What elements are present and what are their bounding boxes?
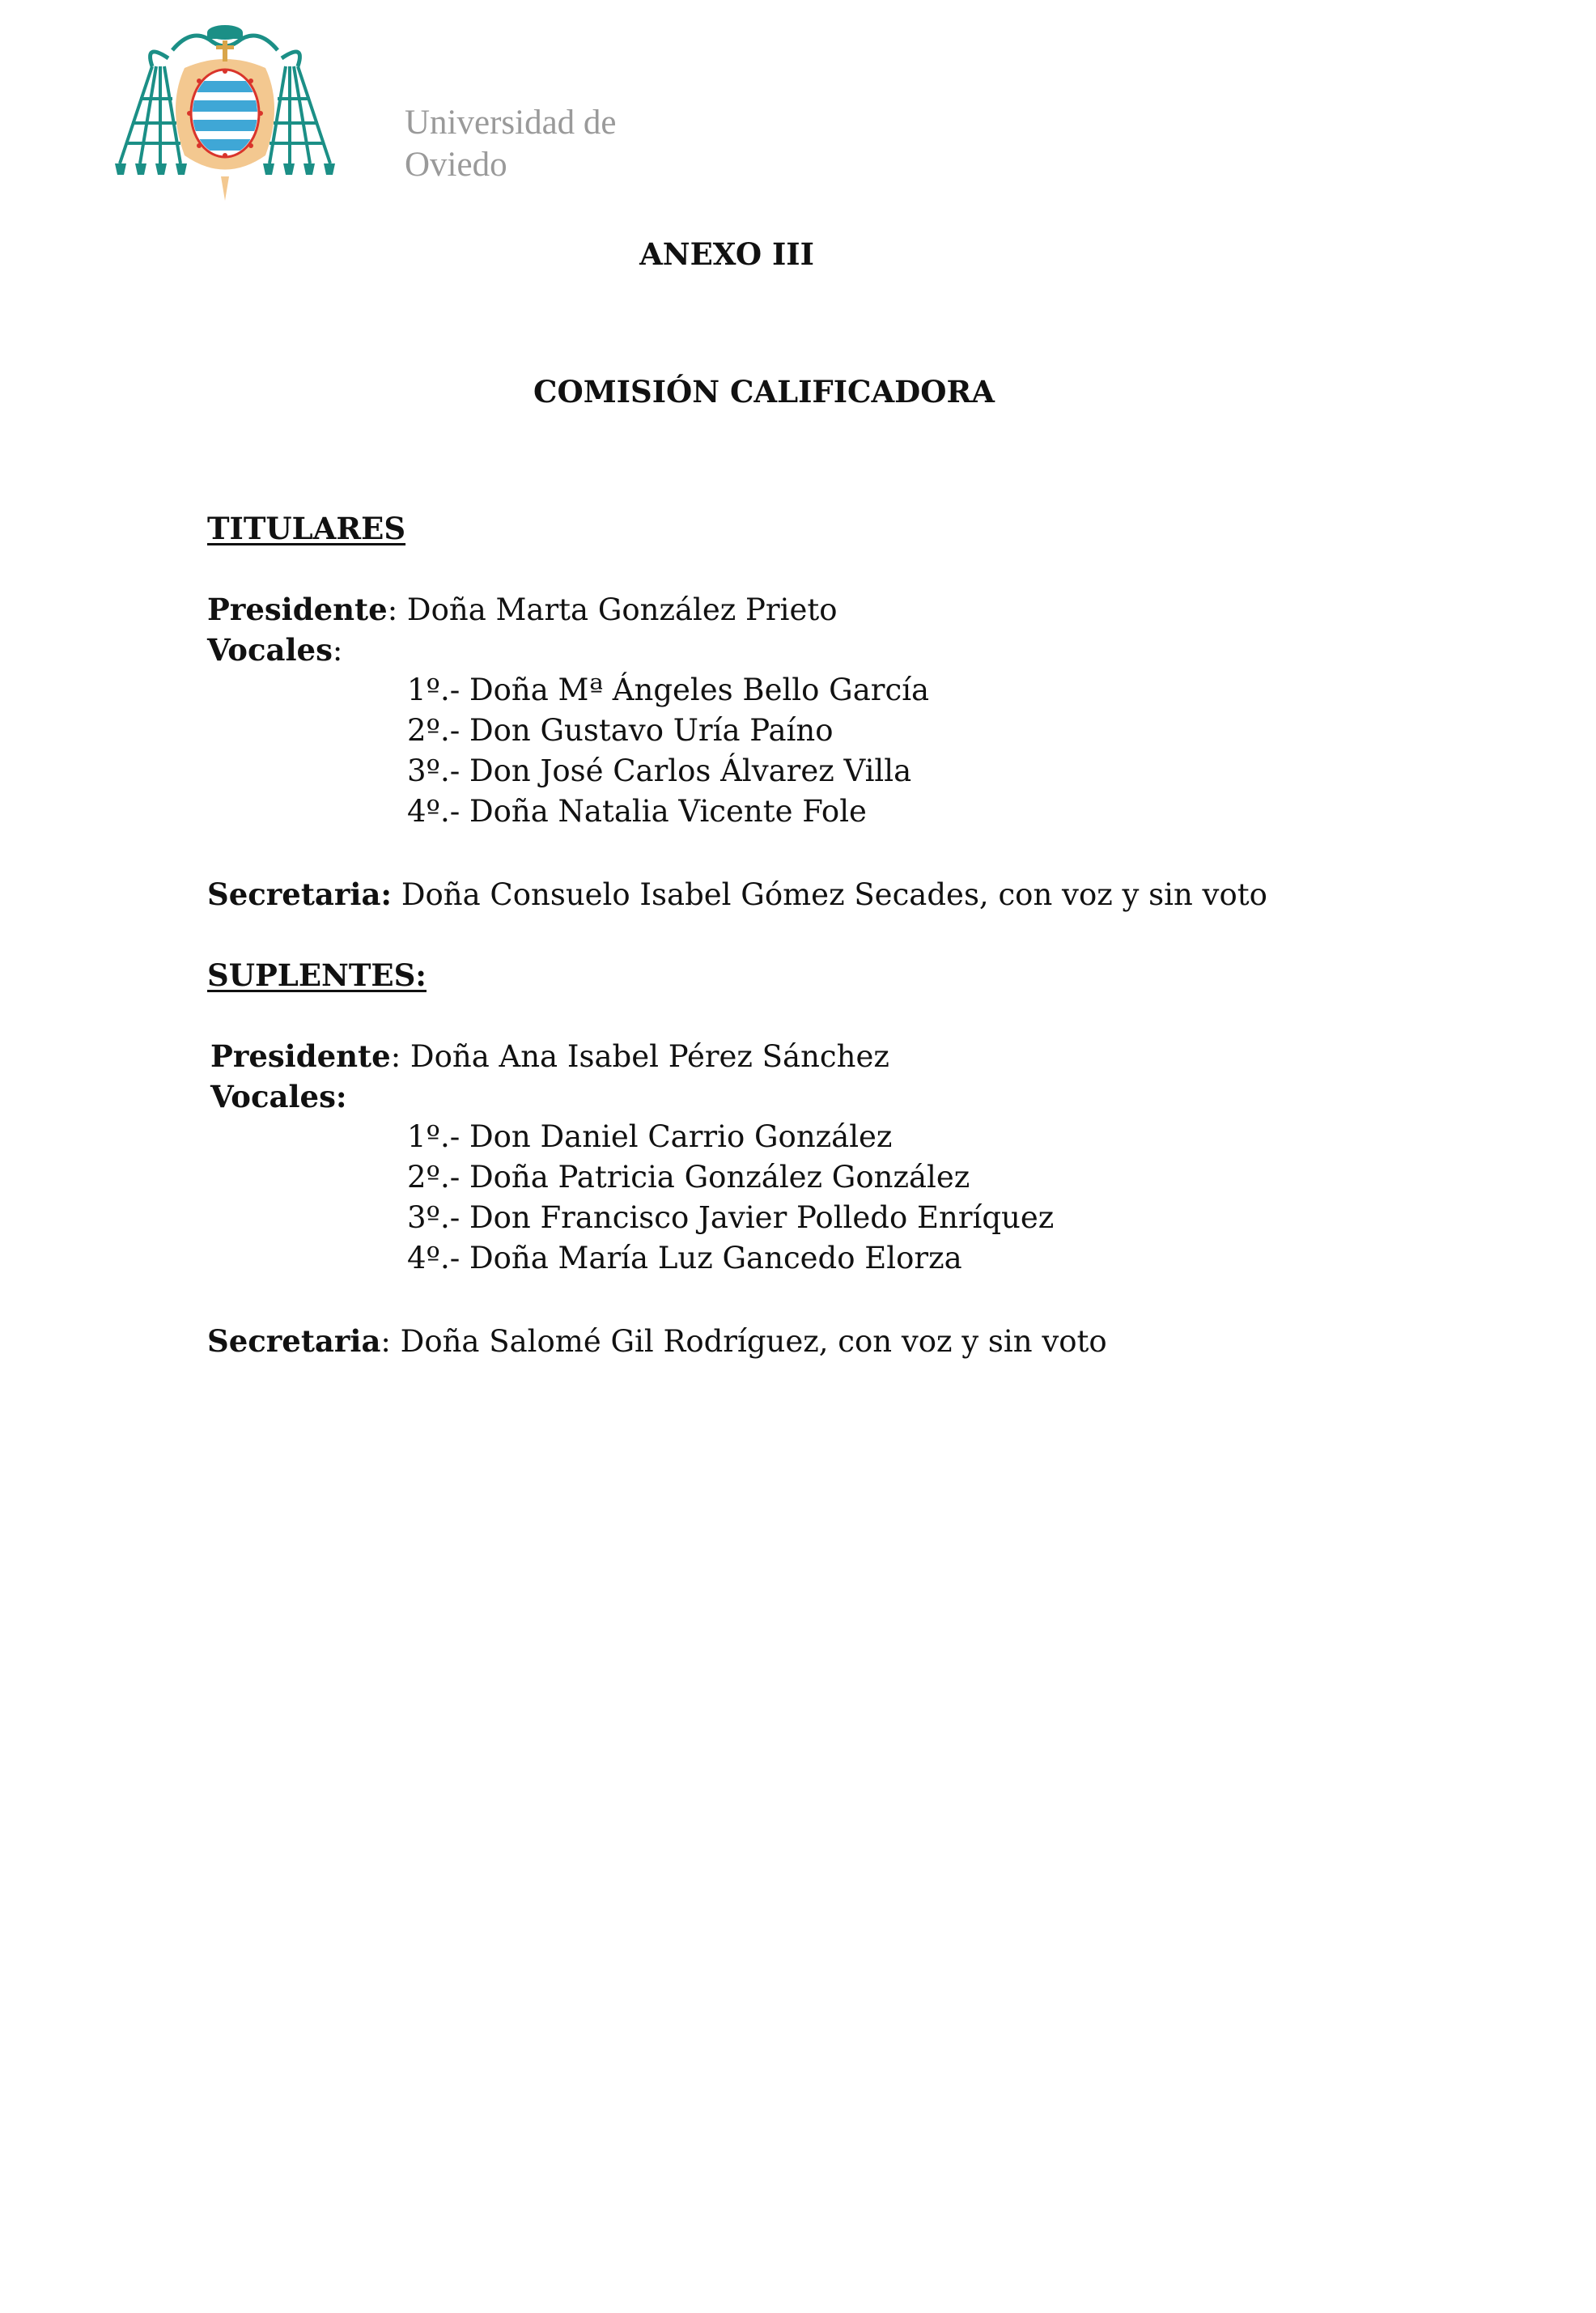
vocales-label: Vocales [207,632,333,668]
titulares-secretary-line [207,874,1267,915]
titulares-vocal-2: 2º.- Don Gustavo Uría Paíno [407,713,834,748]
suplentes-president-line [210,1036,889,1077]
secretary-name: : Doña Salomé Gil Rodríguez, con voz y sin voto [380,1324,1107,1359]
institution-name-line2: Oviedo [405,146,507,184]
vocales-separator: : [332,633,343,668]
titulares-vocal-3: 3º.- Don José Carlos Álvarez Villa [407,753,912,788]
secretary-label: Secretaria: [207,876,393,912]
suplentes-vocales-line [210,1076,347,1118]
coat-of-arms-icon [96,18,354,212]
vocales-label: Vocales: [210,1079,347,1114]
titulares-president-line [207,589,838,630]
president-name: Doña Marta González Prieto [397,592,838,627]
suplentes-vocal-2: 2º.- Doña Patricia González González [407,1160,970,1195]
titulares-vocal-4: 4º.- Doña Natalia Vicente Fole [407,794,867,829]
secretary-name: Doña Consuelo Isabel Gómez Secades, con voz y sin voto [392,877,1267,912]
commission-title: COMISIÓN CALIFICADORA [533,374,995,410]
secretary-label: Secretaria [207,1323,381,1359]
suplentes-heading: SUPLENTES: [207,957,427,993]
university-logo [96,18,354,212]
president-name: Doña Ana Isabel Pérez Sánchez [401,1039,889,1074]
suplentes-vocal-1: 1º.- Don Daniel Carrio González [407,1119,893,1154]
institution-name [405,102,617,186]
institution-name-line1: Universidad de [405,104,617,142]
president-separator: : [387,592,398,627]
titulares-vocales-line [207,630,342,671]
suplentes-vocal-3: 3º.- Don Francisco Javier Polledo Enríquez [407,1200,1055,1235]
titulares-vocal-1: 1º.- Doña Mª Ángeles Bello García [407,673,930,707]
president-label: Presidente [207,592,388,627]
annex-title: ANEXO III [639,236,814,272]
president-separator: : [390,1039,401,1074]
suplentes-vocal-4: 4º.- Doña María Luz Gancedo Elorza [407,1241,962,1275]
president-label: Presidente [210,1038,391,1074]
titulares-heading: TITULARES [207,511,406,546]
suplentes-secretary-line [207,1321,1107,1362]
